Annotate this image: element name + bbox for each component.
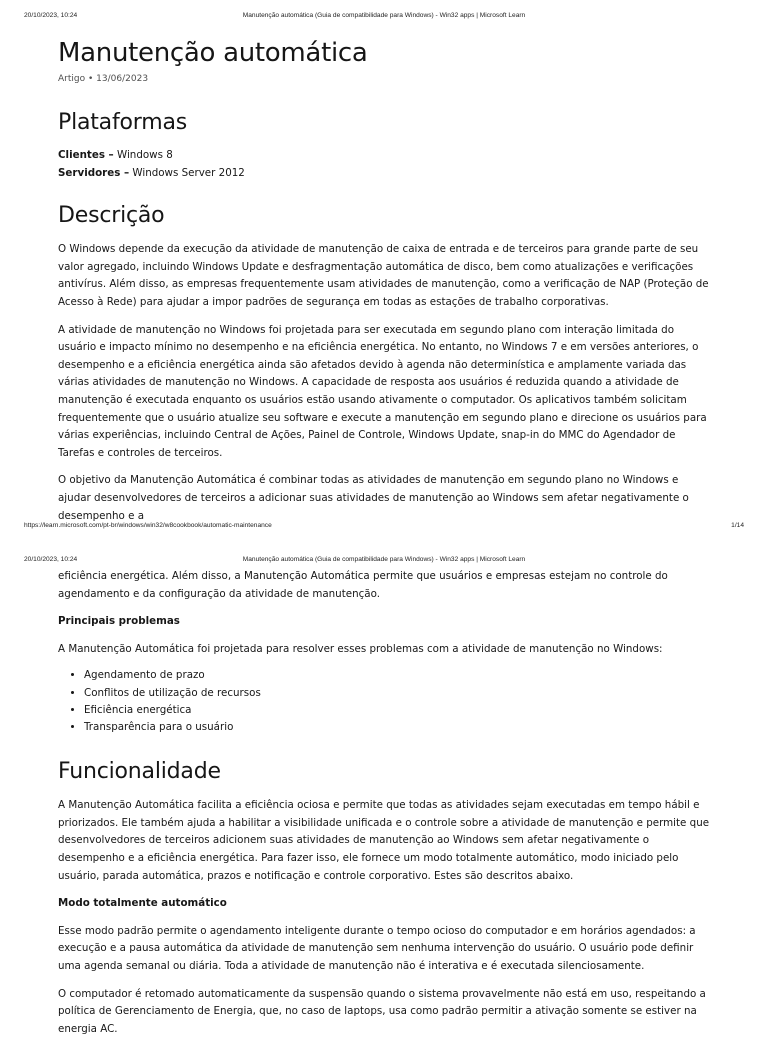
list-item: • Eficiência energética — [84, 702, 710, 719]
print-url: https://learn.microsoft.com/pt-br/windows/win32/w8cookbook/automatic-maintenance — [24, 522, 272, 529]
meta-separator: • — [87, 74, 94, 84]
print-title: Manutenção automática (Guia de compatibilidade para Windows) - Win32 apps | Microsoft Learn — [242, 12, 526, 19]
description-heading: Descrição — [58, 203, 165, 229]
list-item: • Conflitos de utilização de recursos — [84, 685, 710, 702]
print-datetime: 20/10/2023, 10:24 — [24, 12, 78, 19]
print-footer — [24, 522, 744, 536]
page-separator — [0, 538, 768, 548]
print-page-number: 1/14 — [731, 522, 744, 529]
list-item: • Transparência para o usuário — [84, 719, 710, 736]
mode-heading: Modo totalmente automático — [58, 897, 227, 910]
description-paragraph-2: A atividade de manutenção no Windows foi projetada para ser executada em segundo plano com interação limitada do usuário e impacto mínimo no desempenho e na eficiência energética. No entanto, no Windows 7 e em versões anteriores, o desempenho e a eficiência energética ainda são afetados devido à agenda não determinística e amplamente variada das várias atividades de manutenção no Windows. A capacidade de resposta aos usuários é reduzida quando a atividade de manutenção é executada enquanto os usuários estão usando ativamente o computador. Os aplicativos também solicitam frequentemente que o usuário atualize seu software e execute a manutenção em segundo plano e direcione os usuários para várias experiências, incluindo Central de Ações, Painel de Controle, Windows Update, snap-in do MMC do Agendador de Tarefas e controles de terceiros. — [58, 323, 707, 459]
problems-list — [58, 667, 710, 736]
article-meta — [58, 74, 710, 84]
problems-intro: A Manutenção Automática foi projetada para resolver esses problemas com a atividade de manutenção no Windows: — [58, 642, 663, 655]
description-paragraph-3-continued: eficiência energética. Além disso, a Manutenção Automática permite que usuários e empresas estejam no controle do agendamento e da configuração da atividade de manutenção. — [58, 570, 668, 600]
print-header — [24, 12, 744, 26]
functionality-paragraph-1: A Manutenção Automática facilita a eficiência ociosa e permite que todas as atividades sejam executadas em tempo hábil e priorizados. Ele também ajuda a habilitar a visibilidade unificada e o controle sobre a atividade de manutenção e permite que desenvolvedores de terceiros adicionem suas atividades de manutenção ao Windows sem afetar negativamente o desempenho e a eficiência energética. Para fazer isso, ele fornece um modo totalmente automático, modo iniciado pelo usuário, parada automática, prazos e notificação e controle corporativo. Estes são descritos abaixo. — [58, 799, 710, 882]
platform-servers — [58, 165, 710, 183]
article-content — [58, 38, 710, 525]
list-item: • Agendamento de prazo — [84, 667, 710, 684]
platform-clients — [58, 147, 710, 165]
clients-label: Clientes – — [58, 149, 114, 161]
article-date: 13/06/2023 — [96, 74, 149, 84]
functionality-heading: Funcionalidade — [58, 759, 221, 785]
problems-heading: Principais problemas — [58, 615, 180, 628]
print-datetime: 20/10/2023, 10:24 — [24, 556, 78, 563]
print-page-2 — [0, 548, 768, 1035]
functionality-paragraph-2: Esse modo padrão permite o agendamento inteligente durante o tempo ocioso do computador e em horários agendados: a execução e a pausa automática da atividade de manutenção sem nenhuma intervenção do usuário. O usuário pode definir uma agenda semanal ou diária. Toda a atividade de manutenção não é interativa e é executada silenciosamente. — [58, 924, 696, 972]
servers-value: Windows Server 2012 — [132, 166, 245, 179]
servers-label: Servidores – — [58, 166, 130, 179]
description-paragraph-1: O Windows depende da execução da atividade de manutenção de caixa de entrada e de terceiros para grande parte de seu valor agregado, incluindo Windows Update e desfragmentação automática de disco, bem como atualizações e verificações antivírus. Além disso, as empresas frequentemente usam atividades de manutenção, como a verificação de NAP (Proteção de Acesso à Rede) para ajudar a impor padrões de segurança em todas as estações de trabalho corporativas. — [58, 243, 709, 308]
description-paragraph-3: O objetivo da Manutenção Automática é combinar todas as atividades de manutenção em segundo plano no Windows e ajudar desenvolvedores de terceiros a adicionar suas atividades de manutenção ao Windows sem afetar negativamente o desempenho e a — [58, 474, 689, 522]
platforms-heading: Plataformas — [58, 110, 188, 135]
clients-value: Windows 8 — [116, 149, 173, 161]
print-title: Manutenção automática (Guia de compatibilidade para Windows) - Win32 apps | Microsoft Learn — [242, 556, 526, 563]
article-type: Artigo — [58, 74, 86, 84]
functionality-paragraph-3: O computador é retomado automaticamente da suspensão quando o sistema provavelmente não está em uso, respeitando a política de Gerenciamento de Energia, que, no caso de laptops, usa como padrão permitir a ativação somente se estiver na energia AC. — [58, 987, 706, 1035]
article-content-continued — [58, 568, 710, 1038]
page-title: Manutenção automática — [58, 38, 368, 68]
